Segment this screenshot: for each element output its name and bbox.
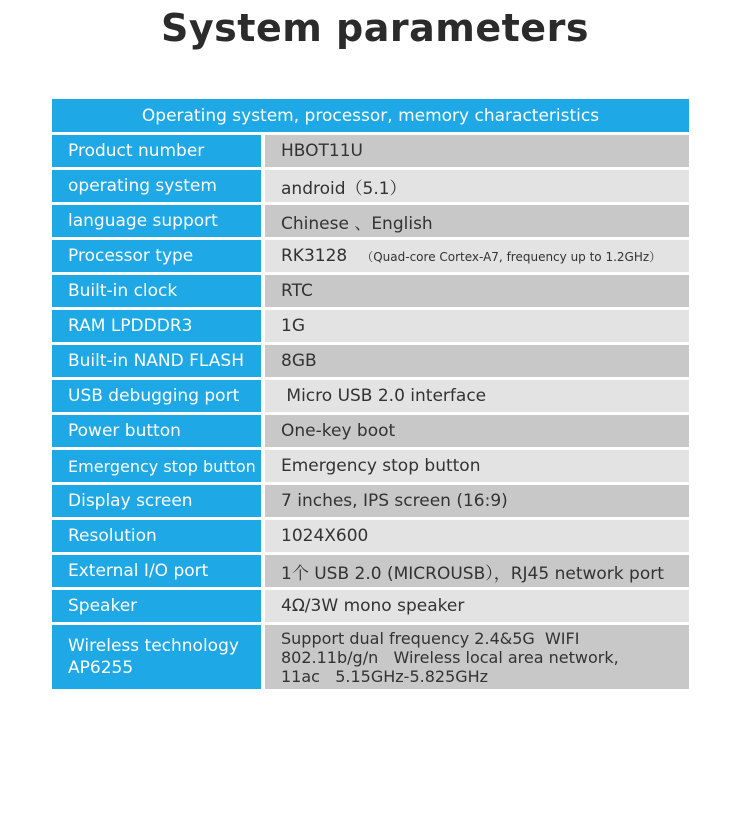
row-value: 1G	[265, 310, 689, 342]
row-label: USB debugging port	[52, 380, 261, 412]
table-row	[52, 590, 689, 622]
row-value: 1个 USB 2.0 (MICROUSB），RJ45 network port	[265, 555, 689, 587]
table-row	[52, 205, 689, 237]
parameters-table	[52, 99, 689, 689]
table-row	[52, 240, 689, 272]
row-value: RTC	[265, 275, 689, 307]
table-row	[52, 520, 689, 552]
row-label: Wireless technology AP6255	[52, 625, 261, 689]
row-label: Built-in clock	[52, 275, 261, 307]
row-label: Display screen	[52, 485, 261, 517]
page-title: System parameters	[161, 6, 589, 50]
row-value	[265, 240, 689, 272]
row-label: operating system	[52, 170, 261, 202]
row-label: Built-in NAND FLASH	[52, 345, 261, 377]
row-label: Resolution	[52, 520, 261, 552]
row-label: language support	[52, 205, 261, 237]
table-row	[52, 450, 689, 482]
table-row	[52, 135, 689, 167]
table-row	[52, 275, 689, 307]
row-value: Chinese 、English	[265, 205, 689, 237]
row-value: 7 inches, IPS screen (16:9)	[265, 485, 689, 517]
row-value: One-key boot	[265, 415, 689, 447]
processor-model: RK3128	[281, 246, 348, 266]
row-label: Processor type	[52, 240, 261, 272]
table-row	[52, 380, 689, 412]
row-label: Power button	[52, 415, 261, 447]
table-row	[52, 555, 689, 587]
row-label: Speaker	[52, 590, 261, 622]
row-value: Emergency stop button	[265, 450, 689, 482]
row-value: 4Ω/3W mono speaker	[265, 590, 689, 622]
table-row	[52, 170, 689, 202]
row-value: Micro USB 2.0 interface	[265, 380, 689, 412]
table-header: Operating system, processor, memory characteristics	[52, 99, 689, 132]
row-label: RAM LPDDDR3	[52, 310, 261, 342]
table-row	[52, 345, 689, 377]
row-label: Product number	[52, 135, 261, 167]
processor-note: （Quad-core Cortex-A7, frequency up to 1.2GHz）	[361, 249, 662, 264]
row-value: 8GB	[265, 345, 689, 377]
row-value: Support dual frequency 2.4&5G WIFI 802.11b/g/n Wireless local area network, 11ac 5.15GHz-5.825GHz	[265, 625, 689, 689]
row-value: android（5.1）	[265, 170, 689, 202]
table-row	[52, 485, 689, 517]
row-label: Emergency stop button	[52, 450, 261, 482]
table-row	[52, 415, 689, 447]
row-value: HBOT11U	[265, 135, 689, 167]
table-row	[52, 310, 689, 342]
row-label: External I/O port	[52, 555, 261, 587]
row-value: 1024X600	[265, 520, 689, 552]
table-row	[52, 625, 689, 689]
